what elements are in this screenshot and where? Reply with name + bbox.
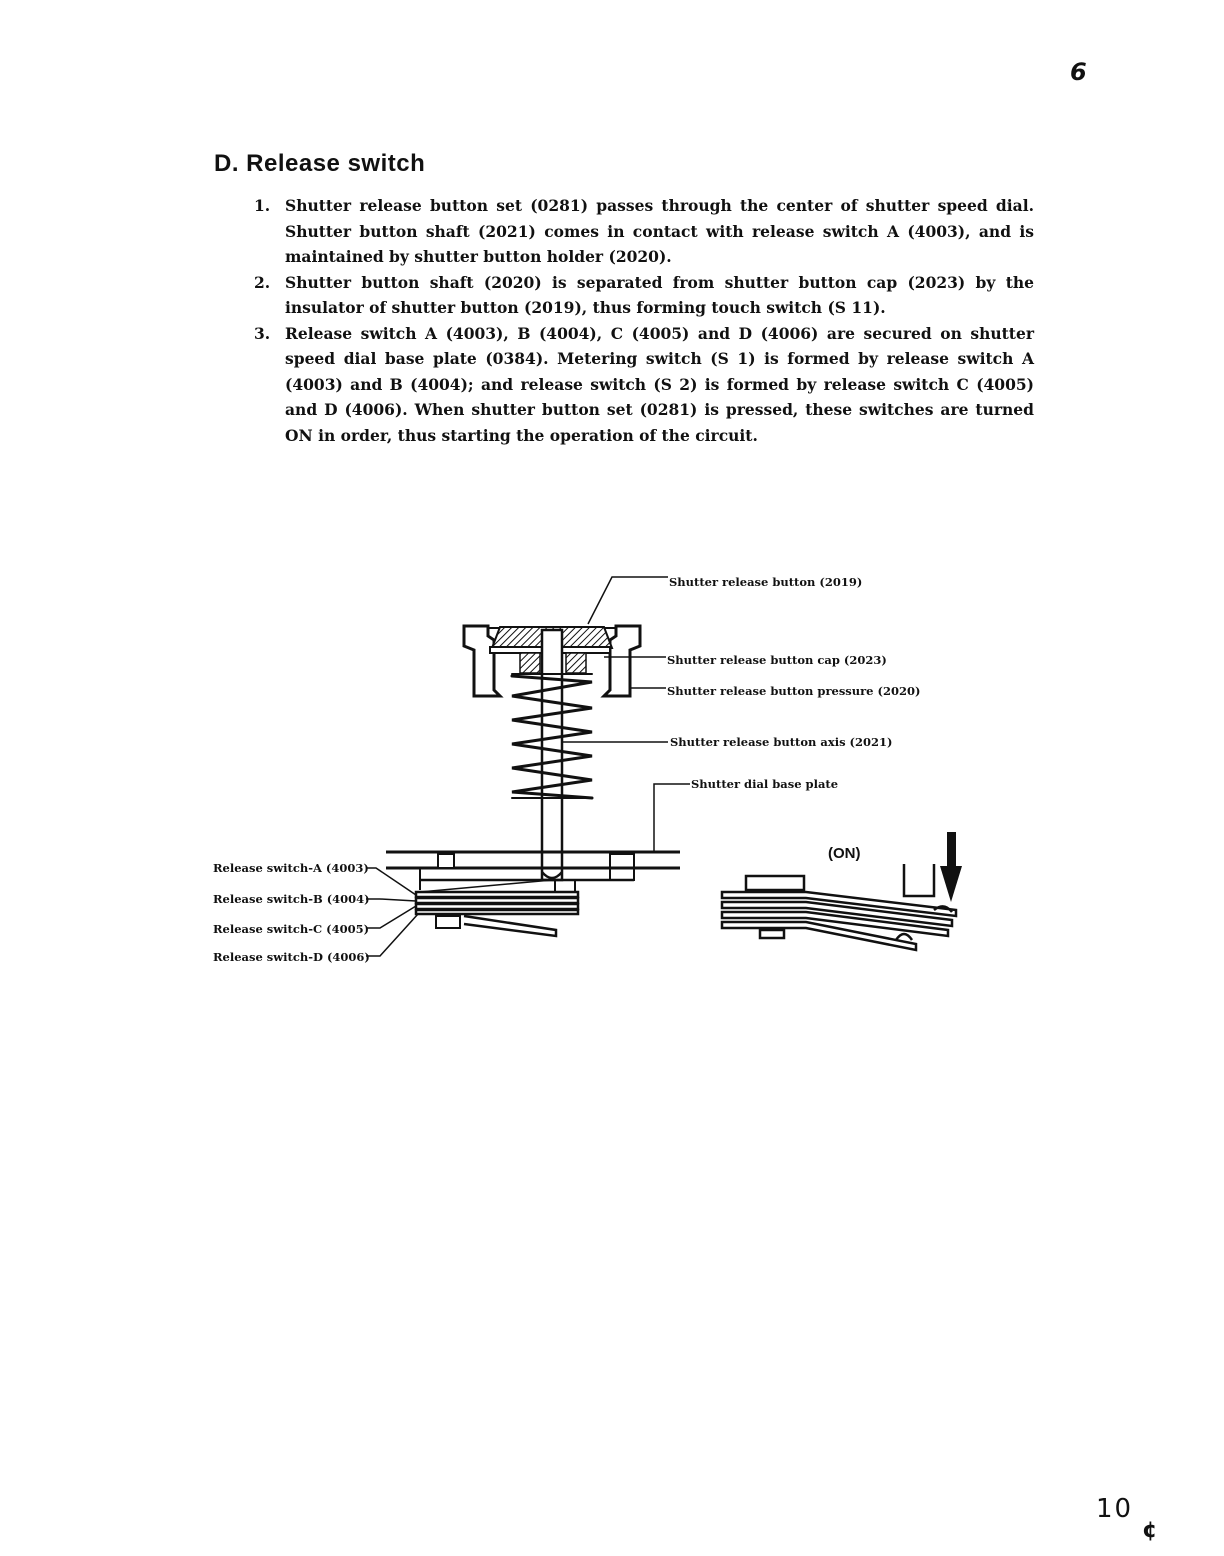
label-switch-a: Release switch-A (4003) — [213, 861, 369, 875]
label-cap: Shutter release button cap (2023) — [667, 653, 887, 667]
label-button: Shutter release button (2019) — [669, 575, 863, 589]
hatch-block-right — [566, 653, 586, 673]
step-text: Release switch A (4003), B (4004), C (4005) and D (4006) are secured on shutter speed dial base plate (0384). Metering switch (S 1) is formed by release switch A (4003) and B (4004); and release switch (S 2) is formed by release switch C (4005) and D (4006). When shutter button set (0281) is pressed, these switches are turned ON in order, thus starting the operation of the circuit. — [285, 323, 1034, 445]
shaft — [542, 630, 562, 880]
label-switch-c: Release switch-C (4005) — [213, 922, 370, 936]
label-switch-d: Release switch-D (4006) — [213, 950, 370, 964]
label-base-plate: Shutter dial base plate — [691, 777, 839, 791]
step-text: Shutter button shaft (2020) is separated from shutter button cap (2023) by the insulator of shutter button (2019), thus forming touch switch (S 11). — [285, 272, 1034, 317]
step-number: 3. — [254, 323, 271, 343]
press-arrow — [940, 832, 962, 902]
label-switch-b: Release switch-B (4004) — [213, 892, 370, 906]
page-number: 6 — [1070, 58, 1087, 86]
step-number: 1. — [254, 196, 271, 215]
switch-on-state — [722, 864, 956, 950]
label-on: (ON) — [828, 845, 861, 862]
hatch-block-left — [520, 653, 540, 673]
handwritten-page-number: 10 — [1096, 1494, 1134, 1524]
step-text: Shutter release button set (0281) passes through the center of shutter speed dial. Shutter button shaft (2021) comes in contact with release switch A (4003), and is maintained by shutter button holder (2020). — [285, 196, 1034, 266]
label-axis: Shutter release button axis (2021) — [670, 735, 893, 749]
footer-mark: ¢ — [1142, 1518, 1158, 1543]
section-heading: D. Release switch — [214, 150, 426, 177]
step-number: 2. — [254, 272, 271, 292]
base-plate-assembly — [386, 852, 680, 936]
label-pressure: Shutter release button pressure (2020) — [667, 684, 921, 698]
